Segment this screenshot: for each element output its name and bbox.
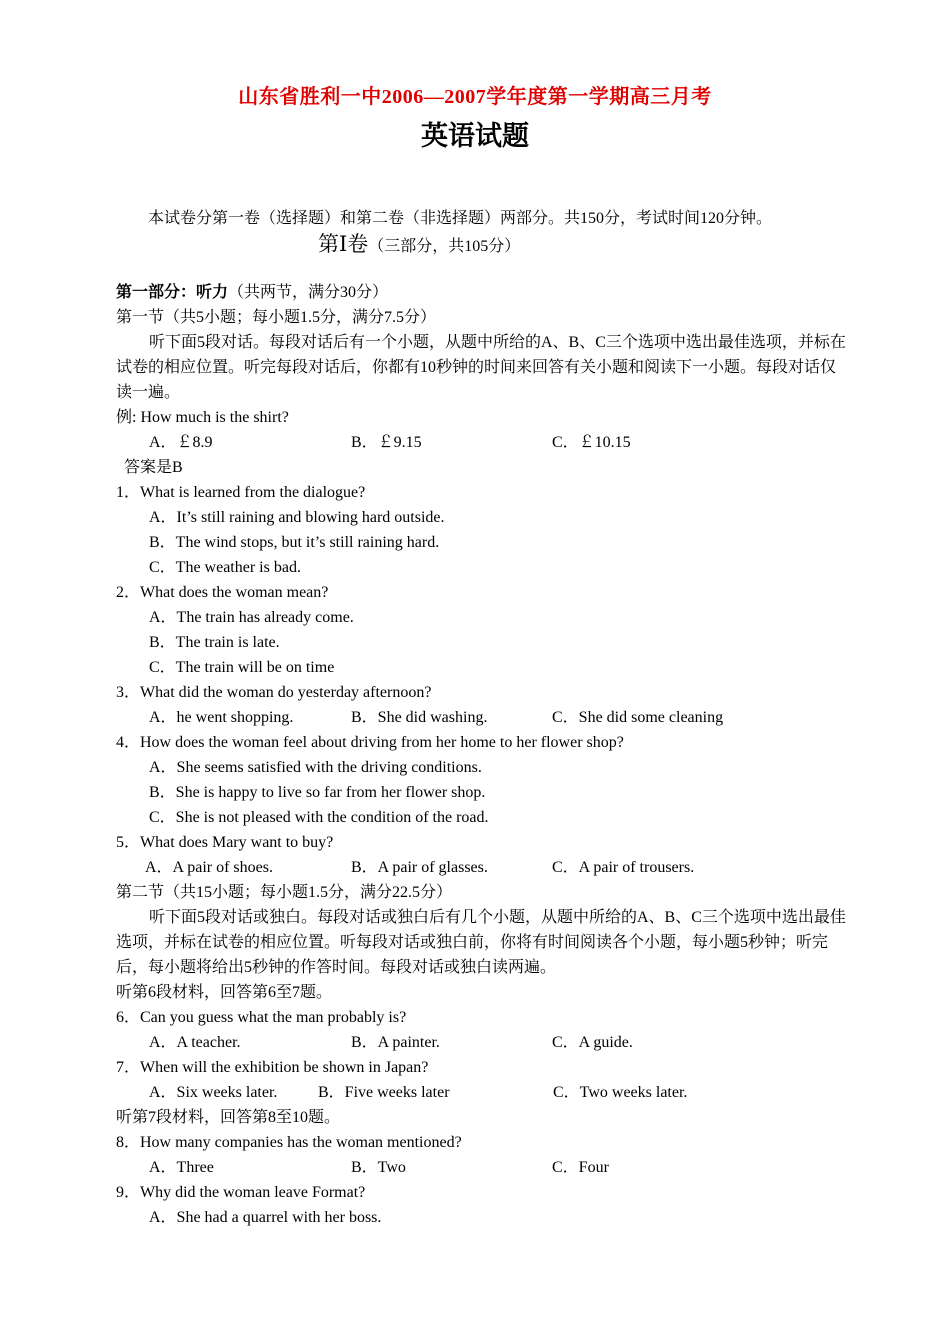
volume-note: （三部分，共105分） (368, 238, 521, 255)
question-6: 6．Can you guess what the man probably is? (116, 1009, 407, 1026)
q6-option-c: C．A guide. (552, 1034, 633, 1051)
example-options (116, 430, 846, 455)
q4-option-c: C．She is not pleased with the condition of the road. (149, 809, 489, 826)
q3-options (116, 705, 846, 730)
question-8: 8．How many companies has the woman mentioned? (116, 1134, 462, 1151)
q7-option-b: B．Five weeks later (318, 1084, 450, 1101)
q2-option-a: A．The train has already come. (149, 609, 354, 626)
exam-subject: 英语试题 (421, 121, 529, 151)
section2-heading: 第二节（共15小题；每小题1.5分，满分22.5分） (116, 884, 453, 901)
q5-options (116, 855, 846, 880)
question-5: 5．What does Mary want to buy? (116, 834, 334, 851)
q8-option-b: B．Two (351, 1159, 406, 1176)
q6-option-b: B．A painter. (351, 1034, 440, 1051)
question-3: 3．What did the woman do yesterday afternoon? (116, 684, 432, 701)
q1-option-a: A．It’s still raining and blowing hard outside. (149, 509, 445, 526)
section2-instructions: 听下面5段对话或独白。每段对话或独白后有几个小题，从题中所给的A、B、C三个选项中选出最佳选项，并标在试卷的相应位置。听每段对话或独白前，你将有时间阅读各个小题，每小题5秒钟；听完后，每小题将给出5秒钟的作答时间。每段对话或独白读两遍。 (116, 909, 846, 976)
part1-title: 第一部分：听力 (116, 284, 229, 301)
example-option-b: B．￡9.15 (351, 434, 422, 451)
section1-instructions: 听下面5段对话。每段对话后有一个小题，从题中所给的A、B、C三个选项中选出最佳选项，并标在试卷的相应位置。听完每段对话后，你都有10秒钟的时间来回答有关小题和阅读下一小题。每段对话仅读一遍。 (116, 334, 846, 401)
question-7: 7．When will the exhibition be shown in Japan? (116, 1059, 429, 1076)
example-option-c: C．￡10.15 (552, 434, 631, 451)
q3-option-a: A．he went shopping. (149, 709, 294, 726)
q6-options (116, 1030, 846, 1055)
q5-option-c: C．A pair of trousers. (552, 859, 695, 876)
part1-heading (116, 280, 846, 305)
q4-option-a: A．She seems satisfied with the driving conditions. (149, 759, 482, 776)
q3-option-b: B．She did washing. (351, 709, 488, 726)
q9-option-a: A．She had a quarrel with her boss. (149, 1209, 382, 1226)
q7-options (116, 1080, 846, 1105)
q7-option-c: C．Two weeks later. (553, 1084, 688, 1101)
q8-option-c: C．Four (552, 1159, 609, 1176)
q1-option-c: C．The weather is bad. (149, 559, 301, 576)
volume-label: 第Ⅰ卷 (318, 232, 369, 256)
example-answer: 答案是B (124, 459, 183, 476)
material-7-heading: 听第7段材料，回答第8至10题。 (116, 1109, 341, 1126)
question-9: 9．Why did the woman leave Format? (116, 1184, 366, 1201)
q8-option-a: A．Three (149, 1159, 214, 1176)
part1-note: （共两节，满分30分） (228, 284, 389, 301)
q4-option-b: B．She is happy to live so far from her flower shop. (149, 784, 486, 801)
exam-title: 山东省胜利一中2006—2007学年度第一学期高三月考 (238, 86, 712, 108)
question-2: 2．What does the woman mean? (116, 584, 329, 601)
q2-option-b: B．The train is late. (149, 634, 280, 651)
q2-option-c: C．The train will be on time (149, 659, 335, 676)
q7-option-a: A．Six weeks later. (149, 1084, 278, 1101)
q5-option-a: A．A pair of shoes. (145, 859, 273, 876)
example-option-a: A．￡8.9 (149, 434, 213, 451)
question-1: 1．What is learned from the dialogue? (116, 484, 366, 501)
section1-heading: 第一节（共5小题；每小题1.5分，满分7.5分） (116, 309, 437, 326)
q8-options (116, 1155, 846, 1180)
q6-option-a: A．A teacher. (149, 1034, 241, 1051)
question-4: 4．How does the woman feel about driving from her home to her flower shop? (116, 734, 624, 751)
example-question: 例: How much is the shirt? (116, 409, 289, 426)
volume-heading (318, 228, 520, 258)
q3-option-c: C．She did some cleaning (552, 709, 724, 726)
q5-option-b: B．A pair of glasses. (351, 859, 488, 876)
material-6-heading: 听第6段材料，回答第6至7题。 (116, 984, 333, 1001)
exam-intro: 本试卷分第一卷（选择题）和第二卷（非选择题）两部分。共150分，考试时间120分钟。 (148, 210, 773, 227)
q1-option-b: B．The wind stops, but it’s still raining hard. (149, 534, 440, 551)
exam-content (116, 280, 846, 1230)
